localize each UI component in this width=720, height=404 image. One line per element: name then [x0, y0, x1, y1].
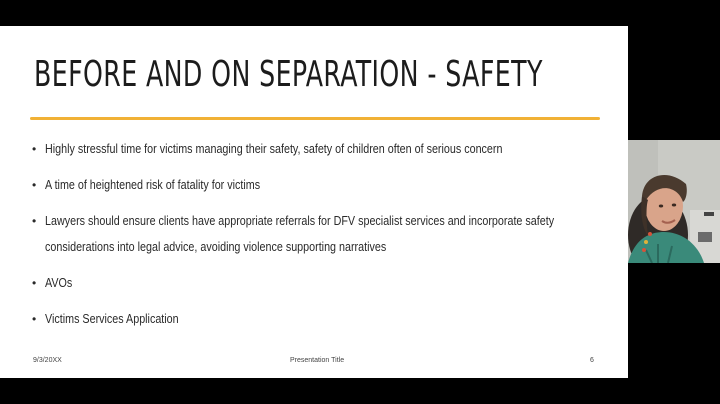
bullet-item	[32, 136, 592, 162]
bullet-text: Lawyers should ensure clients have appropriate referrals for DFV specialist services and incorporate safety considerations into legal advice, avoiding violence supporting narratives	[45, 214, 555, 254]
bullet-dot-icon: •	[32, 214, 37, 228]
webcam-person-image	[628, 140, 720, 263]
footer-page-number: 6	[590, 357, 594, 364]
bullet-dot-icon: •	[32, 312, 37, 326]
bullet-item	[32, 208, 592, 260]
bullet-item	[32, 172, 592, 198]
presentation-slide	[0, 26, 628, 378]
title-underline	[30, 117, 600, 120]
bullet-item	[32, 270, 592, 296]
bullet-dot-icon: •	[32, 142, 37, 156]
bullet-dot-icon: •	[32, 276, 37, 290]
bullet-item	[32, 306, 592, 332]
bullet-dot-icon: •	[32, 178, 37, 192]
bullet-text: AVOs	[45, 276, 73, 290]
bullet-list	[32, 136, 592, 342]
webcam-video-feed	[628, 140, 720, 263]
slide-title: BEFORE AND ON SEPARATION - SAFETY	[34, 54, 543, 95]
bullet-text: Highly stressful time for victims managing their safety, safety of children often of serious concern	[45, 142, 503, 156]
footer-date: 9/3/20XX	[33, 357, 62, 364]
bullet-text: A time of heightened risk of fatality for victims	[45, 178, 261, 192]
bullet-text: Victims Services Application	[45, 312, 179, 326]
footer-presentation-title: Presentation Title	[290, 357, 345, 364]
